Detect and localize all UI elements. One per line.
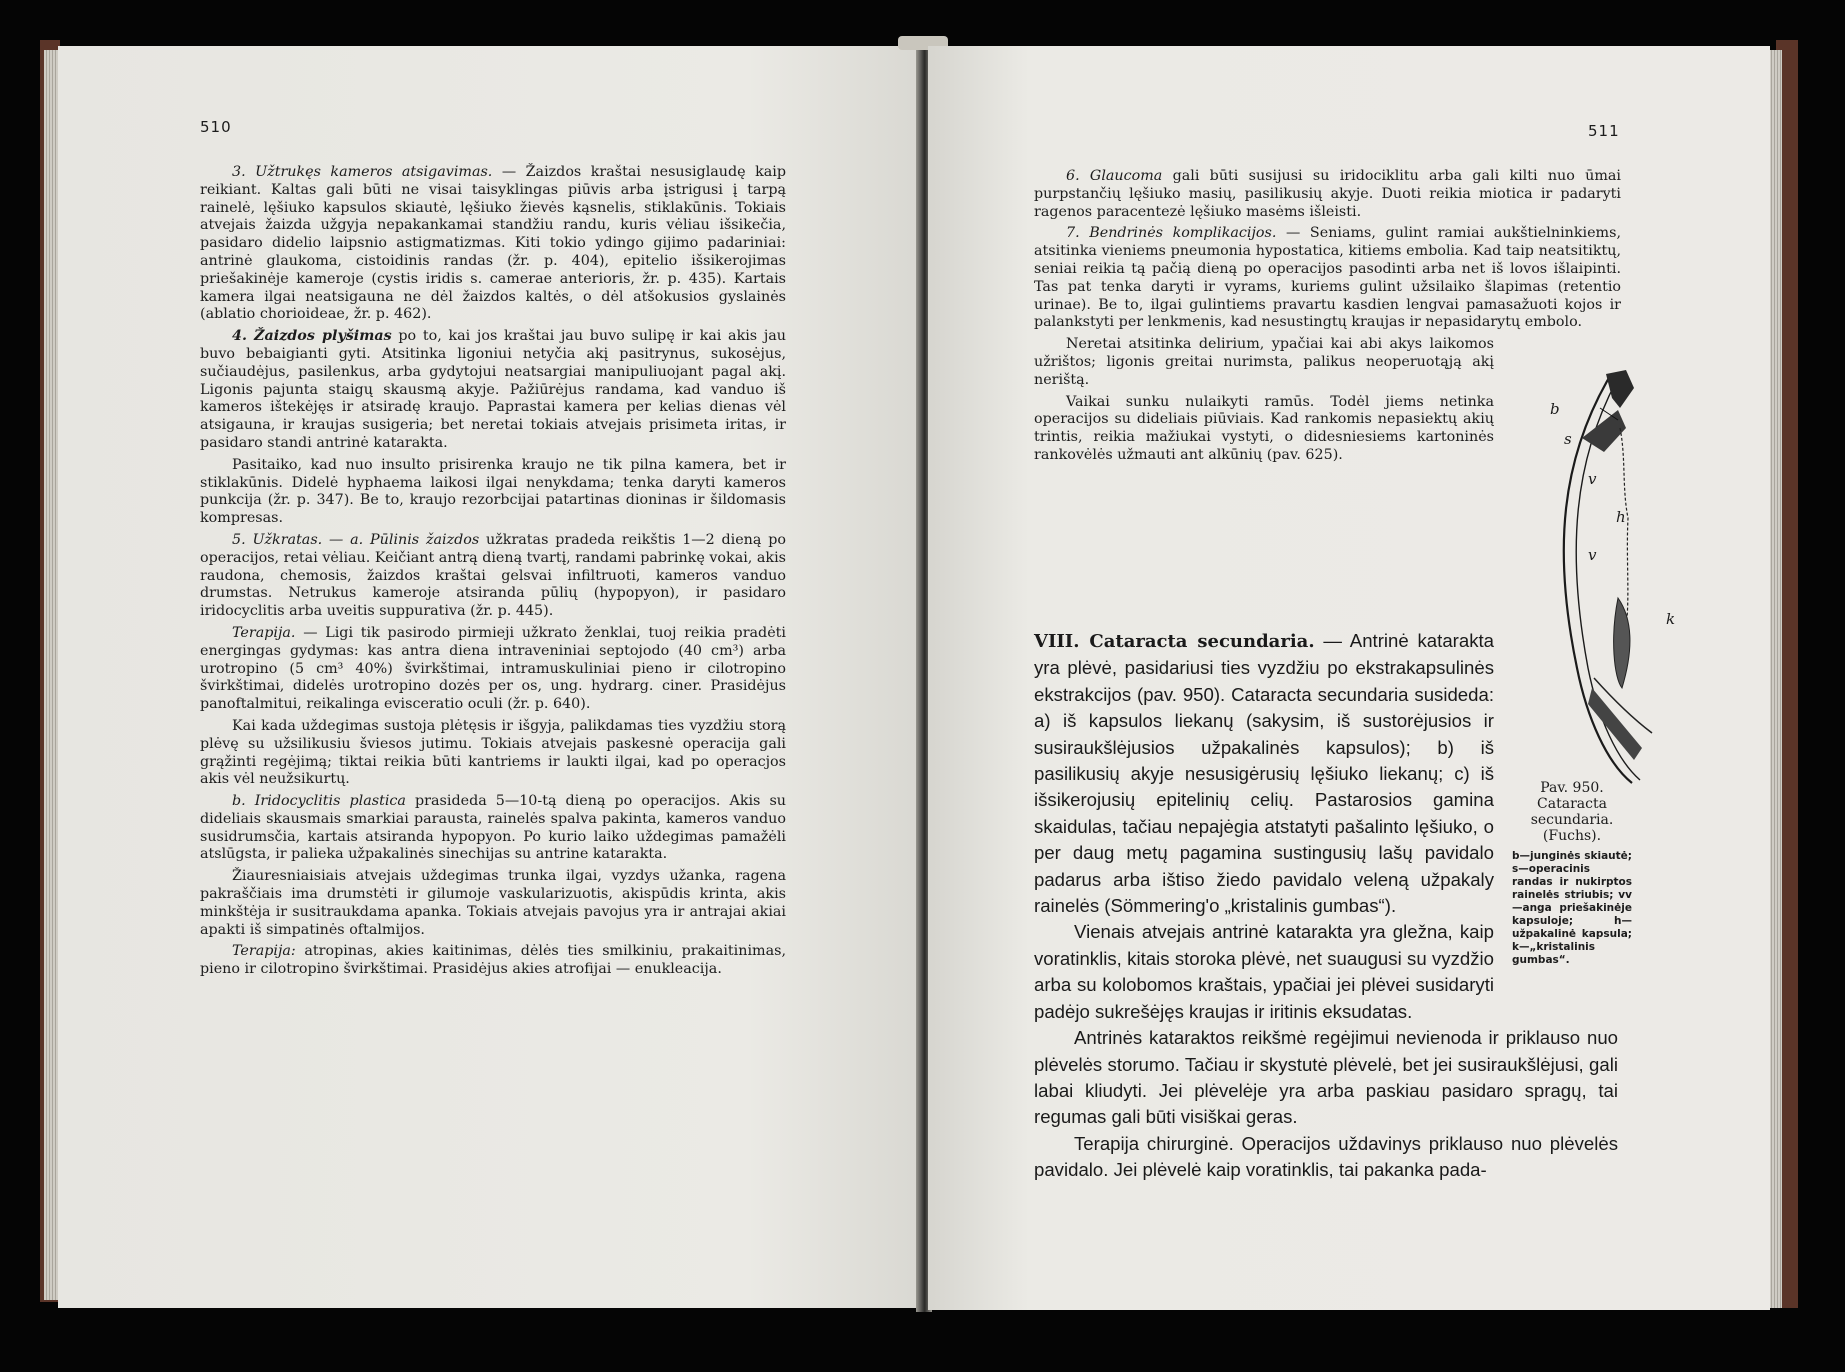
figure-label-b: b [1550, 400, 1560, 418]
figure-label-h: h [1616, 508, 1626, 526]
figure-label-k: k [1666, 610, 1676, 628]
paragraph: 5. Užkratas. — a. Pūlinis žaizdos užkratas pradeda reikštis 1—2 dieną po operacijos, retai vėliau. Keičiant antrą dieną tvartį, randami pabrinkę vokai, akis raudona, chemosis, žaizdos kraštai gelsvai infiltruoti, kameros vanduo drumstas. Netrukus kameroje atsiranda pūlių (hypopyon), ir pasidaro iridocyclitis arba uveitis suppurativa (žr. p. 445). [200, 531, 786, 620]
paragraph: b. Iridocyclitis plastica prasideda 5—10-tą dieną po operacijos. Akis su dideliais skausmais smarkiai parausta, rainelės spalva pakinta, kameros vanduo susidrumsčia, kartais atsiranda hypopyon. Po kurio laiko uždegimas pamažėli atslūgsta, ir palieka užpakalinės sinechijas su antrine katarakta. [200, 793, 786, 863]
paragraph: 6. Glaucoma gali būti susijusi su iridociklitu arba gali kilti nuo ūmai purpstančių lęšiuko masių, pasilikusių akyje. Duoti reikia miotica ir padaryti ragenos paracentezė lęšiuko masėms išleisti. [1034, 168, 1621, 220]
right-page [928, 46, 1770, 1310]
figure-legend: b—junginės skiautė; s—operacinis randas ir nukirptos rainelės striubis; vv—anga priešakinėje kapsuloje; h—užpakalinė kapsula; k—„kristalinis gumbas“. [1512, 850, 1632, 966]
paragraph: Terapija chirurginė. Operacijos uždavinys priklauso nuo plėvelės pavidalo. Jei plėvelė kaip voratinklis, tai pakanka pada- [1034, 1132, 1618, 1181]
paragraph: Neretai atsitinka delirium, ypačiai kai abi akys laikomos užrištos; ligonis greitai nurimsta, palikus neoperuotąją akį nerištą. [1034, 336, 1494, 388]
paragraph: VIII. Cataracta secundaria. — Antrinė katarakta yra plėvė, pasidariusi ties vyzdžiu po ekstrakapsulinės ekstrakcijos (pav. 950). Cataracta secundaria susideda: a) iš kapsulos liekanų (sakysim, iš sustorėjusios ir susiraukšlėjusios užpakalinės kapsulos); b) iš pasilikusių akyje nesusigėrusių lęšiuko liekanų; c) iš išsikerojusių epitelinių celių. Pastarosios gamina skaidulas, tačiau nepajėgia atstatyti pašalinto lęšiuko, o per daug metų pagamina sustingusių lašų pavidalo padarus arba ištiso žiedo pavidalo veleną užpakaly rainelės (Sömmering'o „kristalinis gumbas“). [1034, 630, 1494, 917]
paragraph: 3. Užtrukęs kameros atsigavimas. — Žaizdos kraštai nesusiglaudę kaip reikiant. Kaltas gali būti ne visai taisyklingas piūvis arba įstrigusi į tarpą rainelė, lęšiuko kapsulos skiautė, lęšiuko žievės kąsnelis, stiklakūnis. Tokiais atvejais žaizda užgyja nepakankamai standžiu randu, kuris vėliau išsikečia, pasidaro didelio laipsnio astigmatizmas. Kiti tokio ydingo gijimo padariniai: antrinė glaukoma, cistoidinis randas (žr. p. 404), epitelio išsikerojimas priešakinėje kameroje (cystis iridis s. camerae anterioris, žr. p. 435). Kartais kamera ilgai neatsigauna ne dėl žaizdos kaltės, o dėl atšokusios gyslainės (ablatio chorioideae, žr. p. 462). [200, 164, 786, 323]
section-heading: VIII. Cataracta secundaria. [1034, 631, 1315, 652]
figure-subtitle: Cataracta secundaria. (Fuchs). [1530, 796, 1614, 844]
paragraph: Vienais atvejais antrinė katarakta yra gležna, kaip voratinklis, kitais storoka plėvė, net suaugusi su vyzdžio arba su kolobomos kraštais, ypačiai jei plėvei susidaryti padėjo sukrešėjęs kraujas ir iritinis eksudatas. [1034, 921, 1494, 1022]
page-number-right: 511 [1588, 122, 1620, 140]
left-page [58, 46, 920, 1308]
paragraph: Terapija: atropinas, akies kaitinimas, dėlės ties smilkiniu, prakaitinimas, pieno ir cilotropino švirkštimai. Prasidėjus akies atrofijai — enukleacija. [200, 943, 786, 978]
cataracta-secundaria-section [1034, 628, 1845, 1184]
page-number-left: 510 [200, 118, 232, 136]
figure-label-v: v [1588, 470, 1597, 488]
paragraph: Vaikai sunku nulaikyti ramūs. Todėl jiems netinka operacijos su dideliais piūviais. Kad rankomis nepasiektų akių trintis, reikia mažiukai vystyti, o didesniesiems kartoninės rankovėlės užmauti ant alkūnių (pav. 625). [1034, 393, 1494, 463]
paragraph: Žiauresniaisiais atvejais uždegimas trunka ilgai, vyzdys užanka, ragena pakraščiais ima drumstėti ir gilumoje vaskularizuotis, akispūdis krinta, akis minkštėja ir susitraukdama apanka. Tokiais atvejais pavojus yra ir antrajai akiai apakti iš simpatinės oftalmijos. [200, 868, 786, 938]
left-page-text [200, 164, 786, 979]
paragraph: 4. Žaizdos plyšimas po to, kai jos kraštai jau buvo sulipę ir kai akis jau buvo bebaigianti gyti. Atsitinka ligoniui netyčia akį pasitrynus, sukosėjus, sučiaudėjus, pasilenkus, arba gydytojui neatsargiai manipuliuojant pagal akį. Ligonis pajunta staigų skausmą akyje. Pažiūrėjus randama, kad vanduo iš kameros ištekėjęs ir atsiradę kraujo. Paprastai kamera per kelias dienas vėl atsigauna, ir kraujas susigeria; bet neretai tokiais atvejais prisimeta iritas, ir pasidaro standi antrinė katarakta. [200, 328, 787, 451]
paragraph: Kai kada uždegimas sustoja plėtęsis ir išgyja, palikdamas ties vyzdžiu storą plėvę su užsilikusiu šviesos jutimu. Tokiais atvejais paskesnė operacija gali grąžinti regėjimą; tiktai reikia būti kantriems ir laukti ilgai, kad po operacjos akis vėl neužsikurtų. [200, 717, 786, 788]
paragraph: Antrinės kataraktos reikšmė regėjimui nevienoda ir priklauso nuo plėvelės storumo. Tačiau ir skystutė plėvelė, bet jei susiraukšlėjusi, gali labai kliudyti. Jei plėvelėje yra arba paskiau pasidaro spragų, tai regumas gali būti visiškai geras. [1034, 1027, 1618, 1128]
paragraph: 7. Bendrinės komplikacijos. — Seniams, gulint ramiai aukštielninkiems, atsitinka vieniems pneumonia hypostatica, kitiems embolia. Kad taip neatsitiktų, seniai reikia tą pačią dieną po operacijos pasodinti arba net iš lovos išlaipinti. Tas pat tenka daryti ir vyrams, kuriems gulint užsilaiko šlapimas (retentio urinae). Be to, ilgai gulintiems pravartu kasdien lengvai pamasažuoti kojos ir palankstyti per lenkmenis, kad nesustingtų kraujas ir nepasidarytų embolo. [1034, 225, 1621, 331]
paragraph: Pasitaiko, kad nuo insulto prisirenka kraujo ne tik pilna kamera, bet ir stiklakūnis. Didelė hyphaema laikosi ilgai nenykdama; tenka daryti kameros punkcija (žr. p. 347). Be to, kraujo rezorbcijai patartinas dioninas ir šildomasis kompresas. [200, 456, 786, 527]
figure-title: Pav. 950. [1540, 780, 1604, 796]
paragraph: Terapija. — Ligi tik pasirodo pirmieji užkrato ženklai, tuoj reikia pradėti energingas gydymas: kas antra diena intraveniniai septojodo (40 cm³) arba urotropino (5 cm³ 40%) švirkštimai, intramuskuliniai pieno ir cilotropino švirkštimai, didelės urotropino dozės per os, ung. hydrarg. ciner. Prasidėjus panoftalmitui, reikalinga evisceratio oculi (žr. p. 640). [200, 624, 786, 713]
figure-label-s: s [1564, 430, 1572, 448]
figure-label-v2: v [1588, 546, 1597, 564]
